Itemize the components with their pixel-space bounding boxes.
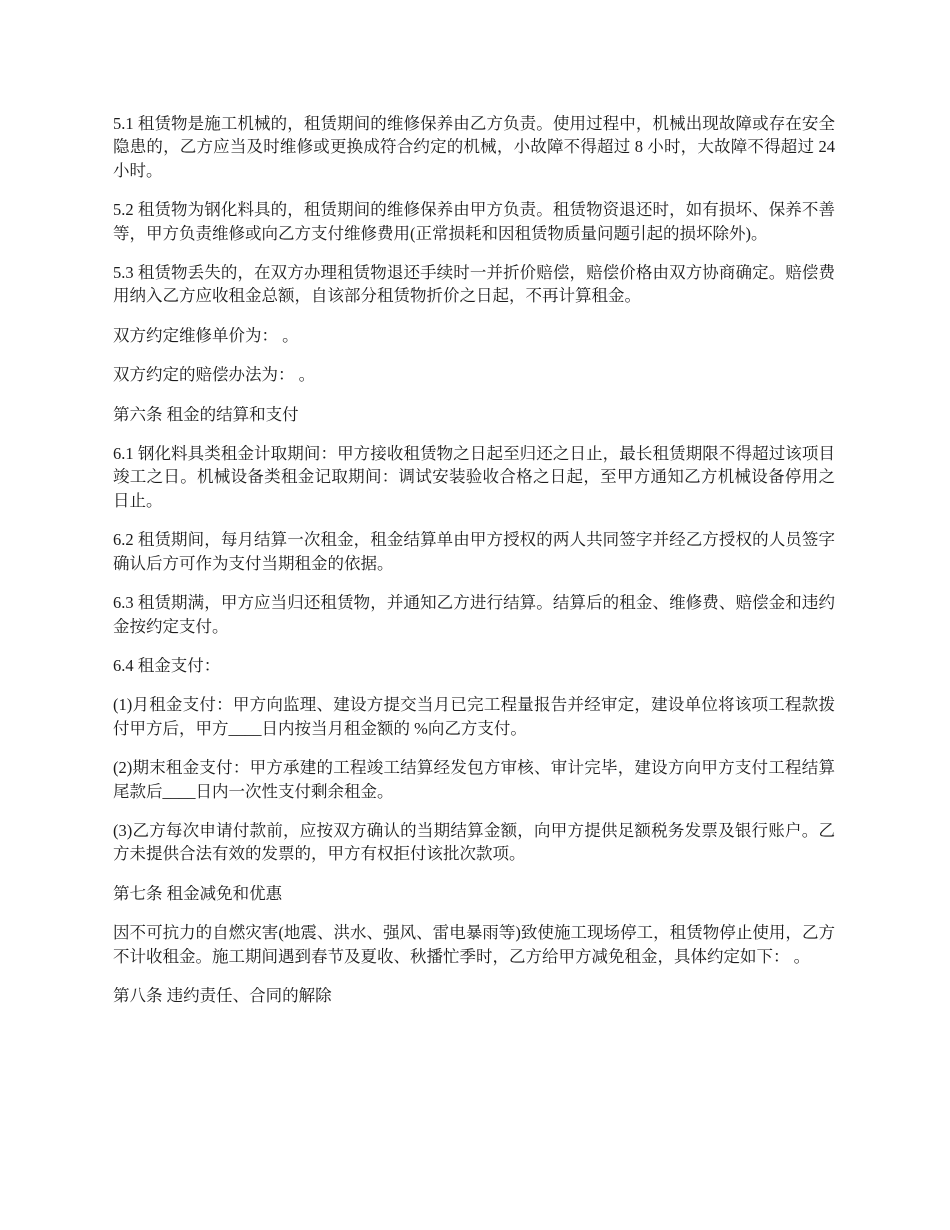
clause-6-4: 6.4 租金支付： xyxy=(113,655,221,675)
repair-unit-price-line: 双方约定维修单价为： 。 xyxy=(113,325,299,345)
clause-6-2: 6.2 租赁期间，每月结算一次租金，租金结算单由甲方授权的两人共同签字并经乙方授权的人员签字确认后方可作为支付当期租金的依据。 xyxy=(113,530,835,573)
clause-5-1: 5.1 租赁物是施工机械的，租赁期间的维修保养由乙方负责。使用过程中，机械出现故障或存在安全隐患的，乙方应当及时维修或更换成符合约定的机械，小故障不得超过 8 小时，大故障不得超过 24 小时。 xyxy=(113,114,835,180)
article-7-heading: 第七条 租金减免和优惠 xyxy=(113,883,283,903)
article-7-body: 因不可抗力的自燃灾害(地震、洪水、强风、雷电暴雨等)致使施工现场停工，租赁物停止使用，乙方不计收租金。施工期间遇到春节及夏收、秋播忙季时，乙方给甲方减免租金，具体约定如下： 。 xyxy=(113,923,835,966)
clause-6-4-item-2: (2)期末租金支付：甲方承建的工程竣工结算经发包方审核、审计完毕，建设方向甲方支付工程结算尾款后____日内一次性支付剩余租金。 xyxy=(113,758,835,801)
clause-5-3: 5.3 租赁物丢失的，在双方办理租赁物退还手续时一并折价赔偿，赔偿价格由双方协商确定。赔偿费用纳入乙方应收租金总额，自该部分租赁物折价之日起，不再计算租金。 xyxy=(113,263,835,306)
clause-6-4-item-1: (1)月租金支付：甲方向监理、建设方提交当月已完工程量报告并经审定，建设单位将该项工程款拨付甲方后，甲方____日内按当月租金额的 %向乙方支付。 xyxy=(113,695,835,738)
clause-5-2: 5.2 租赁物为钢化料具的，租赁期间的维修保养由甲方负责。租赁物资退还时，如有损坏、保养不善等，甲方负责维修或向乙方支付维修费用(正常损耗和因租赁物质量问题引起的损坏除外)。 xyxy=(113,200,835,243)
article-6-heading: 第六条 租金的结算和支付 xyxy=(113,404,299,424)
clause-6-3: 6.3 租赁期满，甲方应当归还租赁物，并通知乙方进行结算。结算后的租金、维修费、赔偿金和违约金按约定支付。 xyxy=(113,593,835,636)
clause-6-1: 6.1 钢化料具类租金计取期间：甲方接收租赁物之日起至归还之日止，最长租赁期限不得超过该项目竣工之日。机械设备类租金记取期间：调试安装验收合格之日起，至甲方通知乙方机械设备停用之日止。 xyxy=(113,444,835,510)
compensation-method-line: 双方约定的赔偿办法为： 。 xyxy=(113,365,316,385)
article-8-heading: 第八条 违约责任、合同的解除 xyxy=(113,985,332,1005)
clause-6-4-item-3: (3)乙方每次申请付款前，应按双方确认的当期结算金额，向甲方提供足额税务发票及银行账户。乙方未提供合法有效的发票的，甲方有权拒付该批次款项。 xyxy=(113,820,835,864)
document-page xyxy=(113,112,835,1023)
